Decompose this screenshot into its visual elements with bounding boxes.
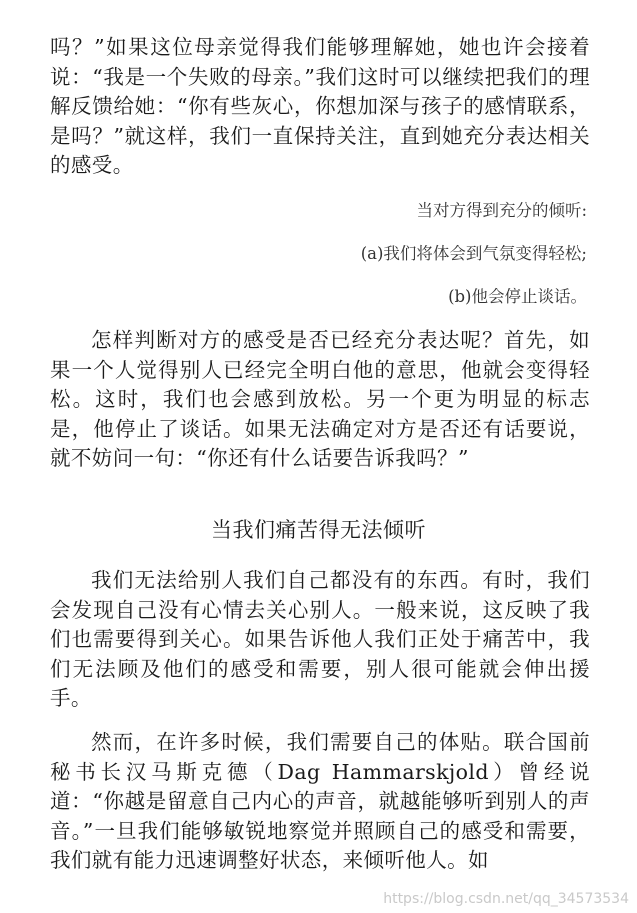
paragraph-4: 然而，在许多时候，我们需要自己的体贴。联合国前秘书长汉马斯克德（Dag Hammarskjold）曾经说道：“你越是留意自己内心的声音，就越能够听到别人的声音。”一旦我们能够敏锐地察觉并照顾自己的感受和需要，我们就有能力迅速调整好状态，来倾听他人。如 [50,730,590,872]
paragraph-1: 吗？”如果这位母亲觉得我们能够理解她，她也许会接着说：“我是一个失败的母亲。”我们这时可以继续把我们的理解反馈给她：“你有些灰心，你想加深与孩子的感情联系，是吗？”就这样，我们一直保持关注，直到她充分表达相关的感受。 [50,35,590,177]
side-note-line-1: 当对方得到充分的倾听: [416,201,587,220]
side-note-line-2: (a)我们将体会到气氛变得轻松; [360,244,587,263]
watermark-text: https://blog.csdn.net/qq_34573534 [383,891,629,907]
paragraph-3: 我们无法给别人我们自己都没有的东西。有时，我们会发现自己没有心情去关心别人。一般来说，这反映了我们也需要得到关心。如果告诉他人我们正处于痛苦中，我们无法顾及他们的感受和需要，别人很可能就会伸出援手。 [50,568,590,710]
section-heading: 当我们痛苦得无法倾听 [211,518,426,542]
side-note-line-3: (b)他会停止谈话。 [448,287,587,306]
paragraph-2: 怎样判断对方的感受是否已经充分表达呢？首先，如果一个人觉得别人已经完全明白他的意思，他就会变得轻松。这时，我们也会感到放松。另一个更为明显的标志是，他停止了谈话。如果无法确定对方是否还有话要说，就不妨问一句：“你还有什么话要告诉我吗？” [50,328,590,470]
